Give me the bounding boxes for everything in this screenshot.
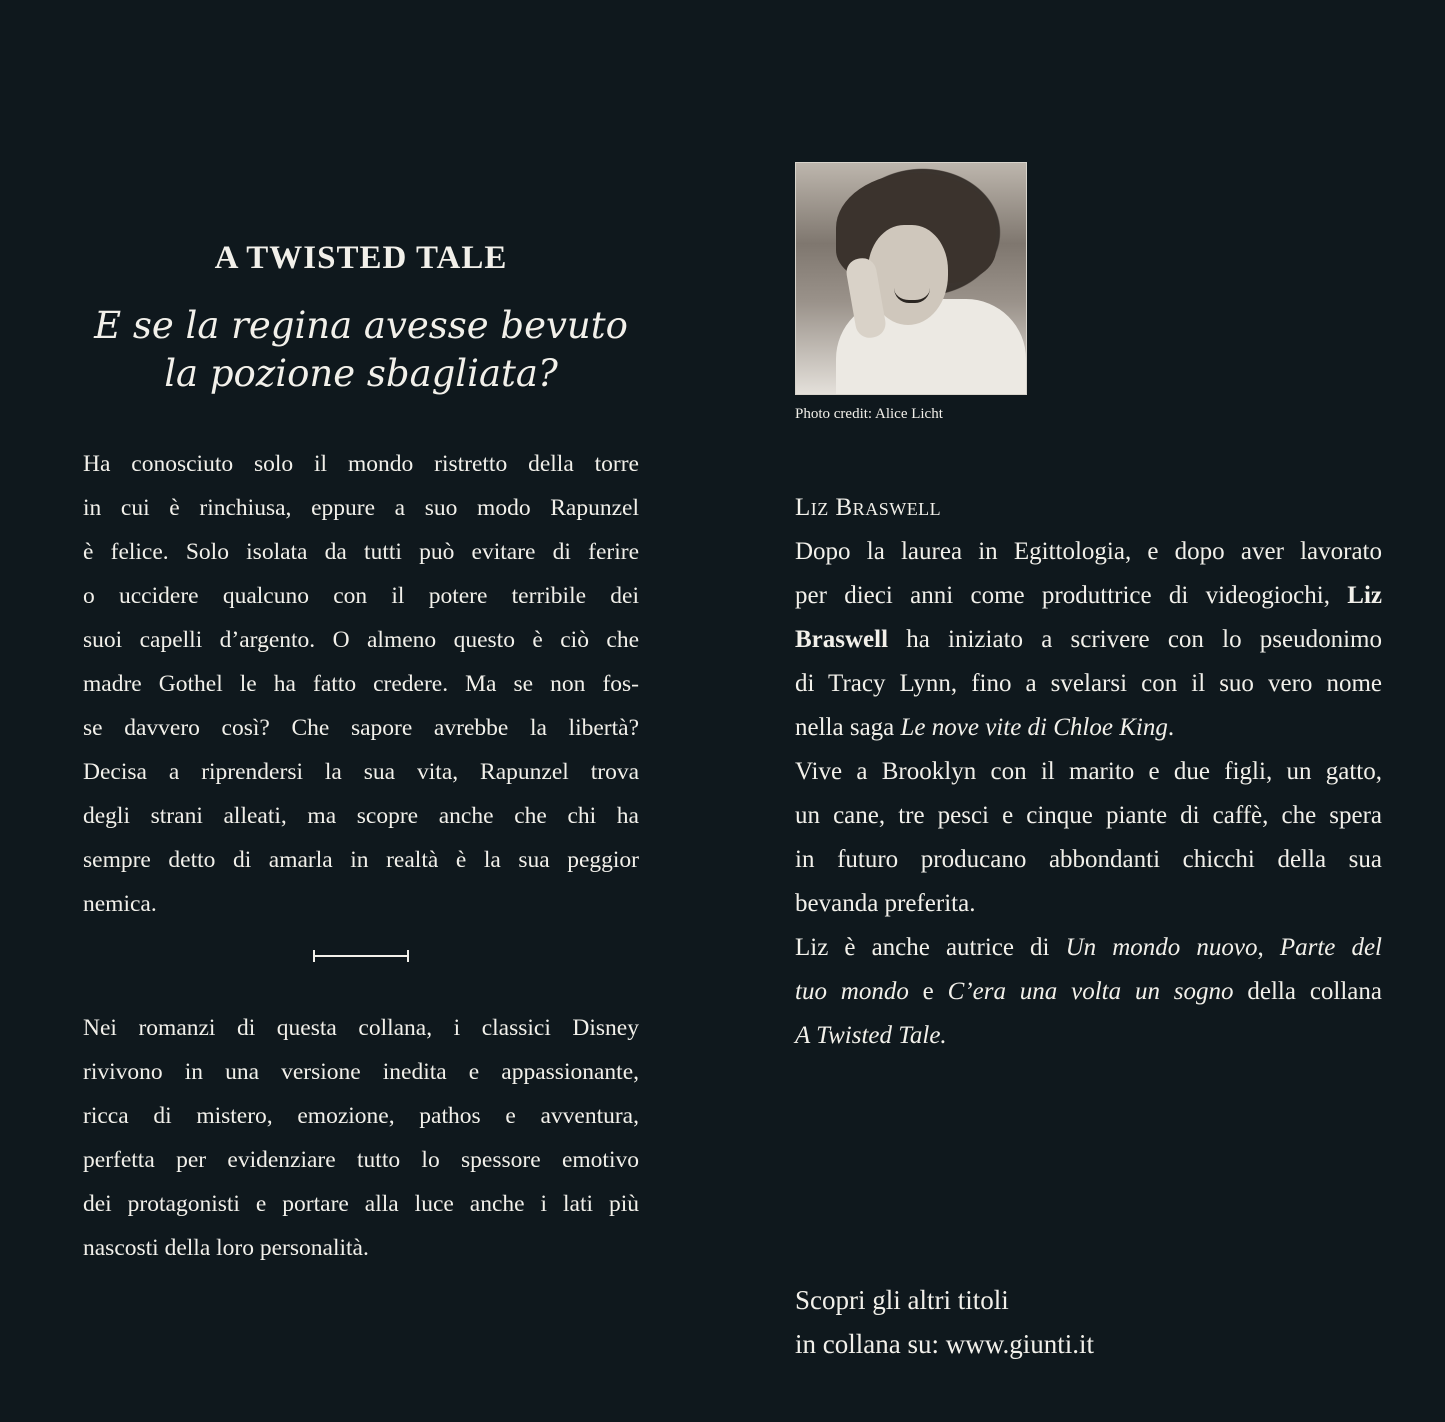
- bio-text: per dieci anni come produttrice di videogiochi,: [795, 582, 1348, 609]
- synopsis-line: suoi capelli d’argento. O almeno questo è ciò che: [83, 627, 639, 653]
- tagline: [83, 302, 639, 398]
- bio-text: ha iniziato a scrivere con lo pseudonimo: [888, 626, 1382, 653]
- right-column: [795, 162, 1382, 1058]
- tagline-line: E se la regina avesse bevuto: [94, 304, 628, 347]
- bio-line: [795, 750, 1382, 794]
- divider-tick: [407, 950, 409, 962]
- synopsis-line: sempre detto di amarla in realtà è la sua peggior: [83, 847, 639, 873]
- bio-line: [795, 970, 1382, 1014]
- bio-text: bevanda preferita.: [795, 890, 976, 917]
- author-name: Liz Braswell: [795, 494, 942, 521]
- website-callout: [795, 1278, 1094, 1366]
- book-title: tuo mondo: [795, 978, 909, 1005]
- bio-line: [795, 706, 1382, 750]
- bio-line: [795, 1014, 1382, 1058]
- synopsis-line: nemica.: [83, 891, 157, 917]
- bio-text: Liz è anche autrice di: [795, 934, 1066, 961]
- bio-line: [795, 574, 1382, 618]
- bio-line: [795, 530, 1382, 574]
- series-line: Nei romanzi di questa collana, i classici Disney: [83, 1015, 639, 1041]
- bio-text: nella saga: [795, 714, 901, 741]
- bio-bold-name: Braswell: [795, 626, 889, 653]
- bio-text: un cane, tre pesci e cinque piante di caffè, che spera: [795, 802, 1382, 829]
- synopsis-line: o uccidere qualcuno con il potere terribile dei: [83, 583, 639, 609]
- synopsis-line: è felice. Solo isolata da tutti può evitare di ferire: [83, 539, 639, 565]
- series-description: [83, 1006, 639, 1270]
- bio-text: in futuro producano abbondanti chicchi della sua: [795, 846, 1382, 873]
- cta-line: Scopri gli altri titoli: [795, 1285, 1009, 1315]
- series-line: perfetta per evidenziare tutto lo spessore emotivo: [83, 1147, 639, 1173]
- bio-text: di Tracy Lynn, fino a svelarsi con il suo vero nome: [795, 670, 1382, 697]
- bio-text: della collana: [1233, 978, 1382, 1005]
- synopsis-line: Decisa a riprendersi la sua vita, Rapunzel trova: [83, 759, 639, 785]
- bio-line: [795, 926, 1382, 970]
- bio-text: Vive a Brooklyn con il marito e due figli, un gatto,: [795, 758, 1382, 785]
- bio-bold-name: Liz: [1347, 582, 1382, 609]
- author-bio: [795, 530, 1382, 1058]
- author-photo: [795, 162, 1027, 395]
- left-column: [83, 236, 639, 1270]
- bio-text: e: [908, 978, 948, 1005]
- book-title: Le nove vite di Chloe King: [900, 714, 1168, 741]
- divider-bar: [313, 955, 409, 957]
- synopsis-line: Ha conosciuto solo il mondo ristretto della torre: [83, 451, 639, 477]
- synopsis-line: degli strani alleati, ma scopre anche che chi ha: [83, 803, 639, 829]
- book-title: C’era una volta un sogno: [947, 978, 1234, 1005]
- synopsis-line: in cui è rinchiusa, eppure a suo modo Rapunzel: [83, 495, 639, 521]
- series-title-italic: A Twisted Tale.: [795, 1022, 947, 1049]
- tagline-line: la pozione sbagliata?: [164, 352, 558, 395]
- series-line: dei protagonisti e portare alla luce anche i lati più: [83, 1191, 639, 1217]
- cta-line-website: in collana su: www.giunti.it: [795, 1329, 1094, 1359]
- divider-tick: [313, 950, 315, 962]
- synopsis-line: madre Gothel le ha fatto credere. Ma se non fos-: [83, 671, 639, 697]
- synopsis: [83, 442, 639, 926]
- synopsis-line: se davvero così? Che sapore avrebbe la libertà?: [83, 715, 639, 741]
- bio-line: [795, 662, 1382, 706]
- photo-credit: Photo credit: Alice Licht: [795, 406, 943, 422]
- section-divider: [313, 950, 409, 962]
- bio-line: [795, 838, 1382, 882]
- bio-text: .: [1167, 714, 1175, 741]
- book-title: Un mondo nuovo: [1065, 934, 1258, 961]
- series-title: A TWISTED TALE: [214, 240, 508, 276]
- book-title: Parte del: [1279, 934, 1382, 961]
- bio-text: ,: [1257, 934, 1280, 961]
- bio-line: [795, 882, 1382, 926]
- bio-line: [795, 618, 1382, 662]
- series-line: nascosti della loro personalità.: [83, 1235, 369, 1261]
- series-line: ricca di mistero, emozione, pathos e avventura,: [83, 1103, 639, 1129]
- series-line: rivivono in una versione inedita e appassionante,: [83, 1059, 639, 1085]
- bio-line: [795, 794, 1382, 838]
- bio-text: Dopo la laurea in Egittologia, e dopo aver lavorato: [795, 538, 1382, 565]
